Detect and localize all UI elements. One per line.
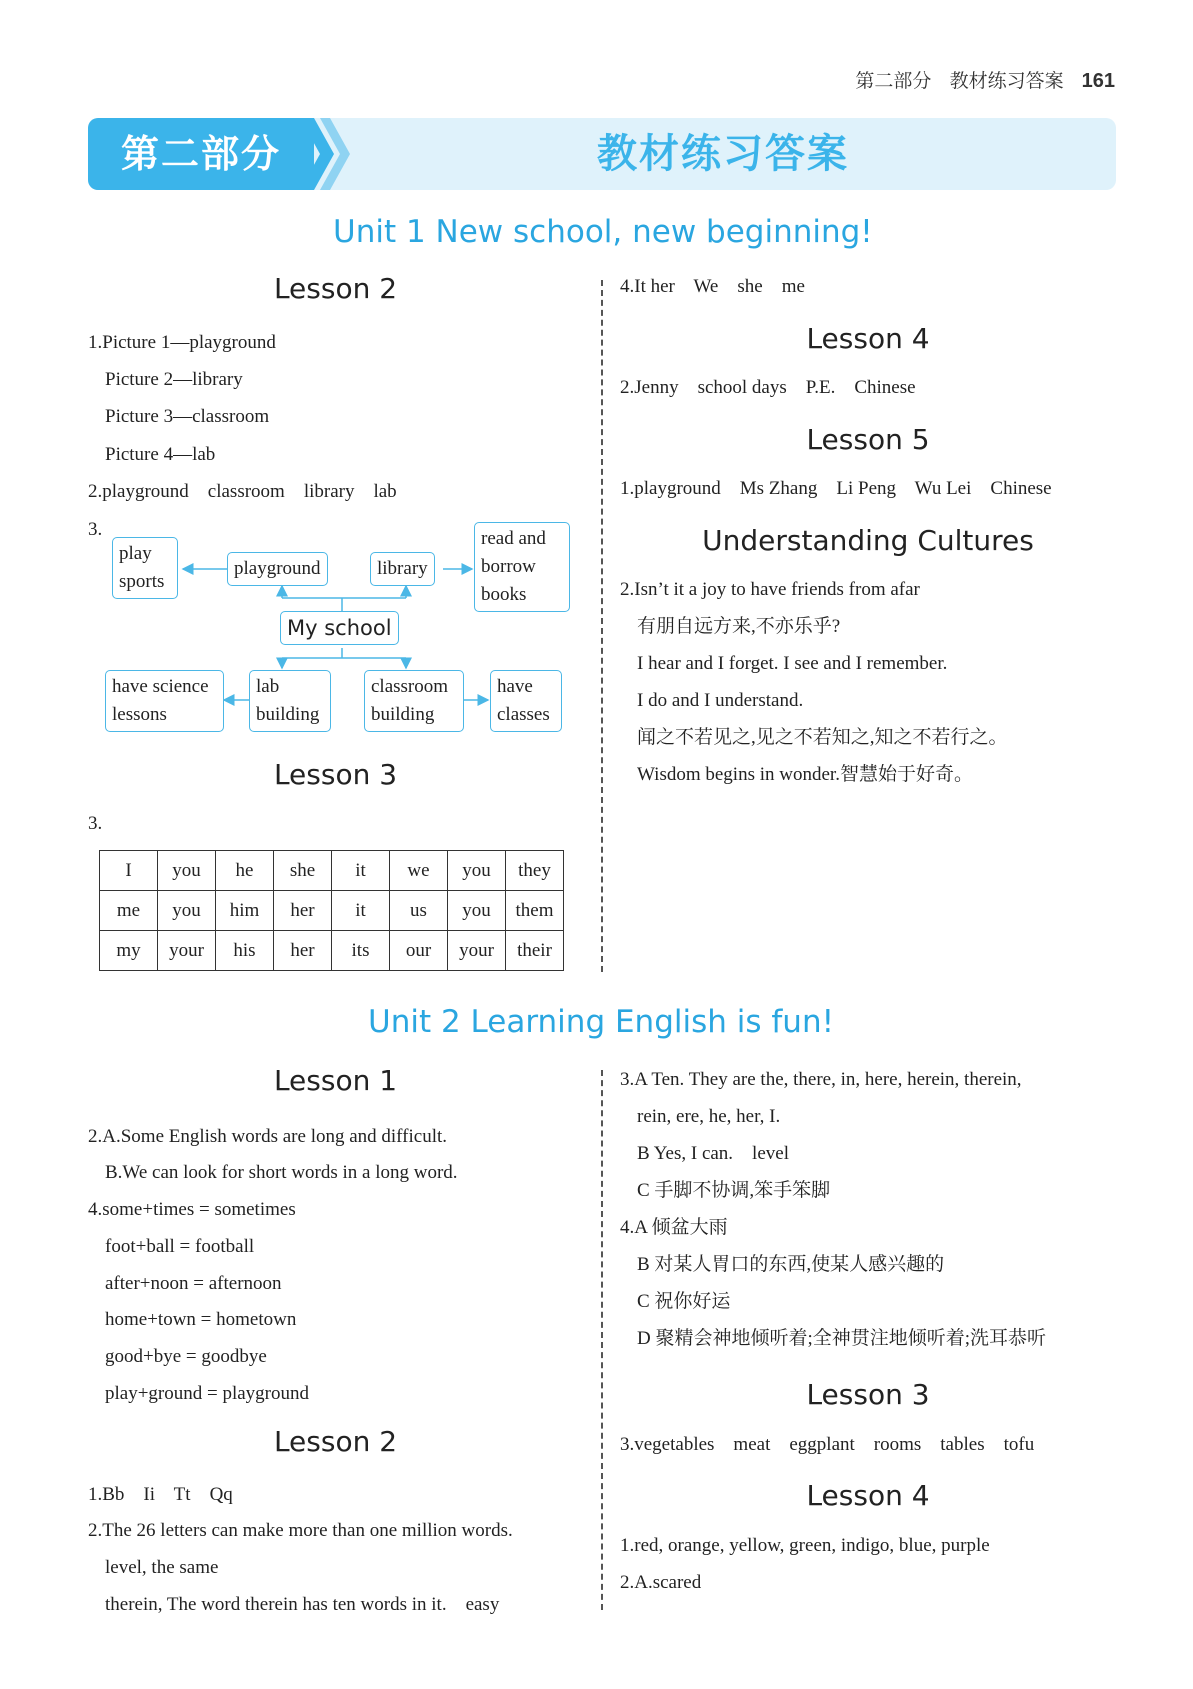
lesson-heading: Lesson 2: [273, 272, 398, 305]
table-cell: their: [506, 931, 564, 971]
table-cell: it: [332, 891, 390, 931]
mind-map-connectors: [0, 0, 1193, 760]
banner-part-label: 第二部分: [88, 118, 314, 190]
column-divider: [601, 1070, 603, 1610]
answer-line: Picture 2—library: [105, 369, 243, 390]
answer-line: 2.A.scared: [620, 1572, 702, 1593]
header-part: 第二部分: [855, 70, 932, 92]
table-cell: he: [216, 851, 274, 891]
answer-line: Picture 4—lab: [105, 444, 216, 465]
unit2-title: Unit 2 Learning English is fun!: [368, 1004, 835, 1040]
answer-line: B.We can look for short words in a long word.: [105, 1162, 458, 1183]
answer-line: 有朋自远方来,不亦乐乎?: [637, 616, 841, 637]
answer-line: 3.vegetables meat eggplant rooms tables tofu: [620, 1434, 1035, 1455]
answer-line: 闻之不若见之,见之不若知之,知之不若行之。: [637, 727, 1008, 748]
answer-line: 3.A Ten. They are the, there, in, here, herein, therein,: [620, 1069, 1022, 1090]
node-my-school: My school: [280, 611, 399, 645]
answer-line: I do and I understand.: [637, 690, 804, 711]
table-cell: your: [158, 931, 216, 971]
answer-line: 1.playground Ms Zhang Li Peng Wu Lei Chinese: [620, 478, 1052, 499]
table-cell: her: [274, 931, 332, 971]
table-cell: you: [158, 891, 216, 931]
answer-line: after+noon = afternoon: [105, 1273, 282, 1294]
node-lab-building: lab building: [249, 670, 331, 732]
lesson-heading: Lesson 2: [273, 1425, 398, 1458]
table-cell: they: [506, 851, 564, 891]
table-cell: we: [390, 851, 448, 891]
answer-line: 2.Jenny school days P.E. Chinese: [620, 377, 916, 398]
pronoun-table: [99, 850, 564, 971]
header-section: 教材练习答案: [949, 70, 1064, 92]
node-science-lessons: have science lessons: [105, 670, 224, 732]
table-row: [100, 851, 564, 891]
table-cell: I: [100, 851, 158, 891]
answer-line: 1.red, orange, yellow, green, indigo, blue, purple: [620, 1535, 990, 1556]
table-cell: she: [274, 851, 332, 891]
answer-line: I hear and I forget. I see and I remember.: [637, 653, 948, 674]
table-cell: our: [390, 931, 448, 971]
node-play-sports: play sports: [112, 537, 178, 599]
table-cell: us: [390, 891, 448, 931]
lesson-heading: Lesson 4: [806, 322, 930, 355]
table-row: [100, 931, 564, 971]
table-cell: you: [448, 851, 506, 891]
node-playground: playground: [227, 552, 328, 586]
answer-line: 3.: [88, 519, 103, 540]
answer-line: 1.Picture 1—playground: [88, 332, 276, 353]
answer-line: level, the same: [105, 1557, 219, 1578]
page-number: 161: [1081, 70, 1115, 92]
answer-line: 2.playground classroom library lab: [88, 481, 397, 502]
answer-line: Wisdom begins in wonder.智慧始于好奇。: [637, 764, 973, 785]
lesson-heading: Lesson 3: [273, 758, 398, 791]
answer-line: 2.The 26 letters can make more than one million words.: [88, 1520, 513, 1541]
unit1-title: Unit 1 New school, new beginning!: [333, 214, 873, 250]
answer-line: D 聚精会神地倾听着;全神贯注地倾听着;洗耳恭听: [637, 1328, 1047, 1349]
table-cell: them: [506, 891, 564, 931]
table-cell: his: [216, 931, 274, 971]
table-cell: your: [448, 931, 506, 971]
lesson-heading: Lesson 3: [806, 1378, 930, 1411]
answer-line: 1.Bb Ii Tt Qq: [88, 1484, 233, 1505]
answer-line: 4.some+times = sometimes: [88, 1199, 296, 1220]
table-cell: my: [100, 931, 158, 971]
answer-line: foot+ball = football: [105, 1236, 255, 1257]
answer-line: Picture 3—classroom: [105, 406, 270, 427]
node-read-borrow-books: read and borrow books: [474, 522, 570, 612]
answer-line: 3.: [88, 813, 103, 834]
answer-line: home+town = hometown: [105, 1309, 297, 1330]
answer-line: B 对某人胃口的东西,使某人感兴趣的: [637, 1254, 945, 1275]
table-cell: you: [158, 851, 216, 891]
banner-title: 教材练习答案: [597, 131, 849, 177]
answer-line: 2.Isn’t it a joy to have friends from afar: [620, 579, 920, 600]
lesson-heading: Lesson 5: [806, 423, 930, 456]
lesson-heading: Lesson 4: [806, 1479, 930, 1512]
answer-line: B Yes, I can. level: [637, 1143, 789, 1164]
answer-line: 2.A.Some English words are long and difficult.: [88, 1126, 448, 1147]
table-cell: its: [332, 931, 390, 971]
answer-line: C 祝你好运: [637, 1291, 731, 1312]
answer-line: play+ground = playground: [105, 1383, 310, 1404]
node-library: library: [370, 552, 435, 586]
answer-line: rein, ere, he, her, I.: [637, 1106, 781, 1127]
answer-line: 4.It her We she me: [620, 276, 805, 297]
table-cell: him: [216, 891, 274, 931]
lesson-heading: Understanding Cultures: [702, 524, 1034, 557]
answer-line: 4.A 倾盆大雨: [620, 1217, 728, 1238]
answer-line: C 手脚不协调,笨手笨脚: [637, 1180, 831, 1201]
table-cell: me: [100, 891, 158, 931]
answer-line: good+bye = goodbye: [105, 1346, 267, 1367]
table-cell: her: [274, 891, 332, 931]
table-cell: it: [332, 851, 390, 891]
table-cell: you: [448, 891, 506, 931]
node-classroom-building: classroom building: [364, 670, 464, 732]
table-row: [100, 891, 564, 931]
answer-line: therein, The word therein has ten words in it. easy: [105, 1594, 500, 1615]
node-have-classes: have classes: [490, 670, 562, 732]
lesson-heading: Lesson 1: [273, 1064, 398, 1097]
